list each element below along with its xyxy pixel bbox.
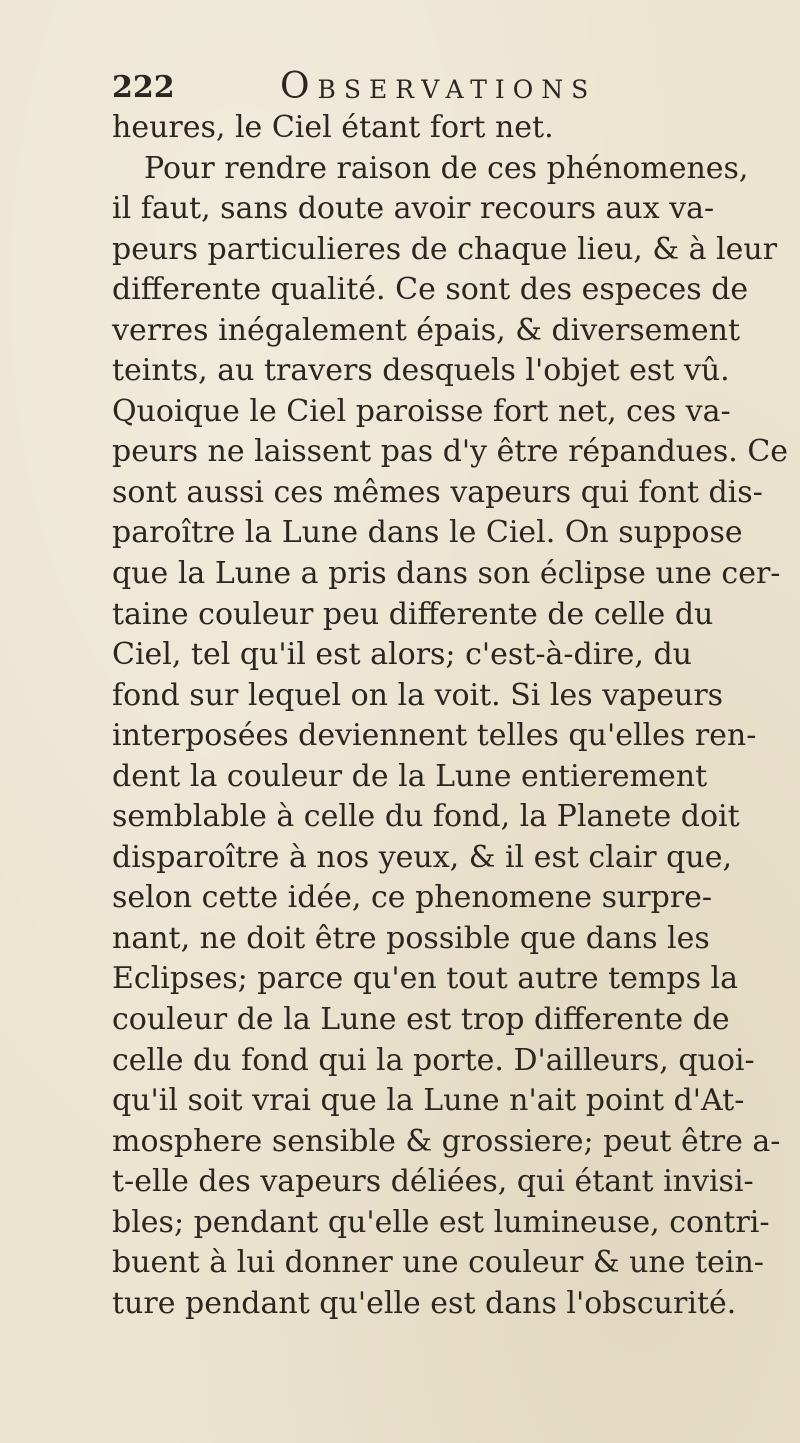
text-line: interposées deviennent telles qu'elles ren-	[112, 718, 757, 754]
text-line: Ciel, tel qu'il est alors; c'est-à-dire, du	[112, 637, 692, 673]
text-line: peurs ne laissent pas d'y être répandues. Ce	[112, 434, 789, 470]
text-line: ture pendant qu'elle est dans l'obscurité.	[112, 1285, 737, 1321]
text-line: bles; pendant qu'elle est lumineuse, contri-	[112, 1204, 770, 1240]
text-line: differente qualité. Ce sont des especes de	[112, 272, 749, 308]
text-line: sont aussi ces mêmes vapeurs qui font dis-	[112, 474, 763, 510]
running-head: Observations	[280, 66, 597, 107]
text-line: selon cette idée, ce phenomene surpre-	[112, 880, 713, 916]
text-line: fond sur lequel on la voit. Si les vapeurs	[112, 677, 724, 713]
text-line: taine couleur peu differente de celle du	[112, 596, 714, 632]
text-line: Quoique le Ciel paroisse fort net, ces va-	[112, 393, 731, 429]
text-line: teints, au travers desquels l'objet est vû.	[112, 353, 730, 389]
text-line: qu'il soit vrai que la Lune n'ait point d'At-	[112, 1083, 745, 1119]
text-line: buent à lui donner une couleur & une tein-	[112, 1245, 764, 1281]
text-line: couleur de la Lune est trop differente de	[112, 1002, 730, 1038]
text-line: mosphere sensible & grossiere; peut être a-	[112, 1123, 781, 1159]
text-line: semblable à celle du fond, la Planete doit	[112, 799, 740, 835]
text-line: Pour rendre raison de ces phénomenes,	[144, 150, 749, 186]
body-text	[112, 108, 789, 1324]
text-line: que la Lune a pris dans son éclipse une cer-	[112, 556, 781, 592]
text-line: celle du fond qui la porte. D'ailleurs, quoi-	[112, 1042, 755, 1078]
text-line: heures, le Ciel étant fort net.	[112, 110, 554, 145]
text-line: Eclipses; parce qu'en tout autre temps la	[112, 961, 738, 997]
text-line: il faut, sans doute avoir recours aux va-	[112, 191, 715, 227]
text-line: t-elle des vapeurs déliées, qui étant invisi-	[112, 1164, 754, 1200]
text-line: nant, ne doit être possible que dans les	[112, 920, 710, 956]
text-line: paroître la Lune dans le Ciel. On suppose	[112, 515, 743, 551]
page-number: 222	[112, 70, 175, 105]
text-line: disparoître à nos yeux, & il est clair que,	[112, 839, 732, 875]
text-line: peurs particulieres de chaque lieu, & à leur	[112, 231, 778, 267]
text-line: verres inégalement épais, & diversement	[112, 312, 741, 348]
page-header	[112, 66, 672, 114]
text-line: dent la couleur de la Lune entierement	[112, 758, 708, 794]
